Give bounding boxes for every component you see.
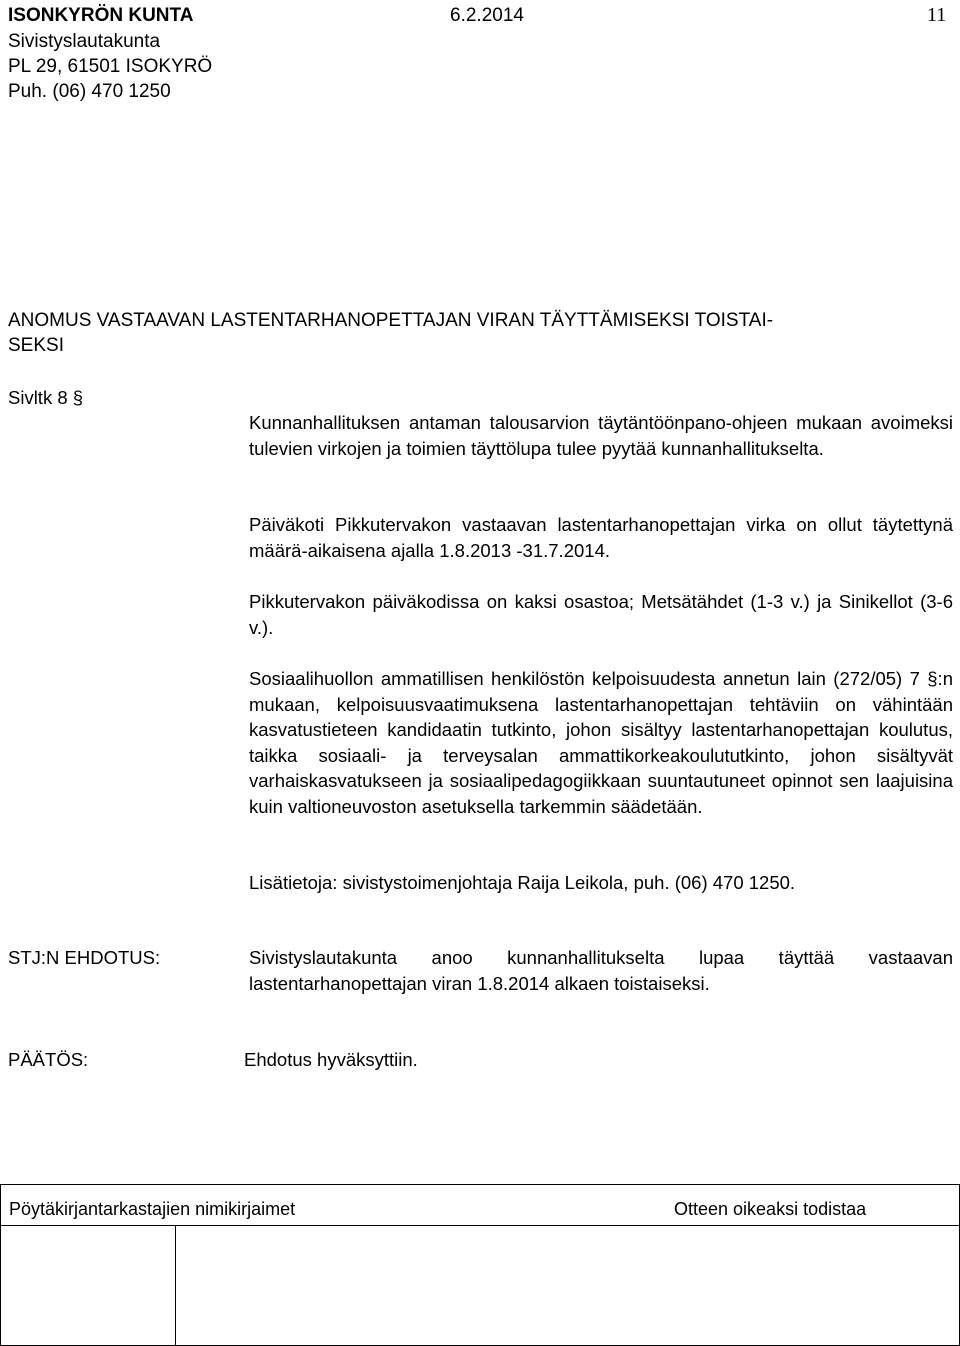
municipality-name: ISONKYRÖN KUNTA [8,5,194,26]
paragraph-contact-info: Lisätietoja: sivistystoimenjohtaja Raija Leikola, puh. (06) 470 1250. [249,872,796,893]
document-date: 6.2.2014 [450,5,524,26]
phone-number: Puh. (06) 470 1250 [8,81,171,102]
page-number: 11 [927,4,947,26]
paragraph-qualifications: Sosiaalihuollon ammatillisen henkilöstön kelpoisuudesta annetun lain (272/05) 7 §:n mukaan, kelpoisuusvaatimuksena lastentarhanopettajan tehtäviin on vähintään kasvatustieteen kandidaatin tutkinto, johon sisältyy lastentarhanopettajan koulutus, taikka sosiaali- ja terveysalan ammattikorkeakoulututkinto, johon sisältyvät varhaiskasvatukseen ja sosiaalipedagogiikkaan suuntautuneet opinnot sen laajuisina kuin valtioneuvoston asetuksella tarkemmin säädetään. [249,668,953,817]
paragraph-budget-instructions: Kunnanhallituksen antaman talousarvion täytäntöönpano-ohjeen mukaan avoimeksi tulevien virkojen ja toimien täyttölupa tulee pyytää kunnanhallitukselta. [249,412,953,459]
postal-address: PL 29, 61501 ISOKYRÖ [8,56,213,77]
paragraph-current-position: Päiväkoti Pikkutervakon vastaavan lastentarhanopettajan virka on ollut täytettynä määrä-aikaisena ajalla 1.8.2013 -31.7.2014. [249,514,953,561]
initials-column-divider [175,1225,176,1345]
document-title-line-1: ANOMUS VASTAAVAN LASTENTARHANOPETTAJAN VIRAN TÄYTTÄMISEKSI TOISTAI- [8,310,774,331]
section-reference: Sivltk 8 § [8,387,84,408]
department-name: Sivistyslautakunta [8,31,161,52]
decision-label: PÄÄTÖS: [8,1049,89,1070]
decision-text: Ehdotus hyväksyttiin. [244,1049,418,1070]
document-title-line-2: SEKSI [8,335,64,356]
signature-box [0,1184,960,1346]
proposal-label: STJ:N EHDOTUS: [8,947,161,968]
inspectors-initials-label: Pöytäkirjantarkastajien nimikirjaimet [9,1199,296,1219]
paragraph-units: Pikkutervakon päiväkodissa on kaksi osastoa; Metsätähdet (1-3 v.) ja Sinikellot (3-6 v.). [249,591,953,638]
signature-box-divider [1,1225,959,1226]
certified-copy-label: Otteen oikeaksi todistaa [674,1199,867,1219]
proposal-text: Sivistyslautakunta anoo kunnanhallitukselta lupaa täyttää vastaavan lastentarhanopettajan viran 1.8.2014 alkaen toistaiseksi. [249,947,953,994]
